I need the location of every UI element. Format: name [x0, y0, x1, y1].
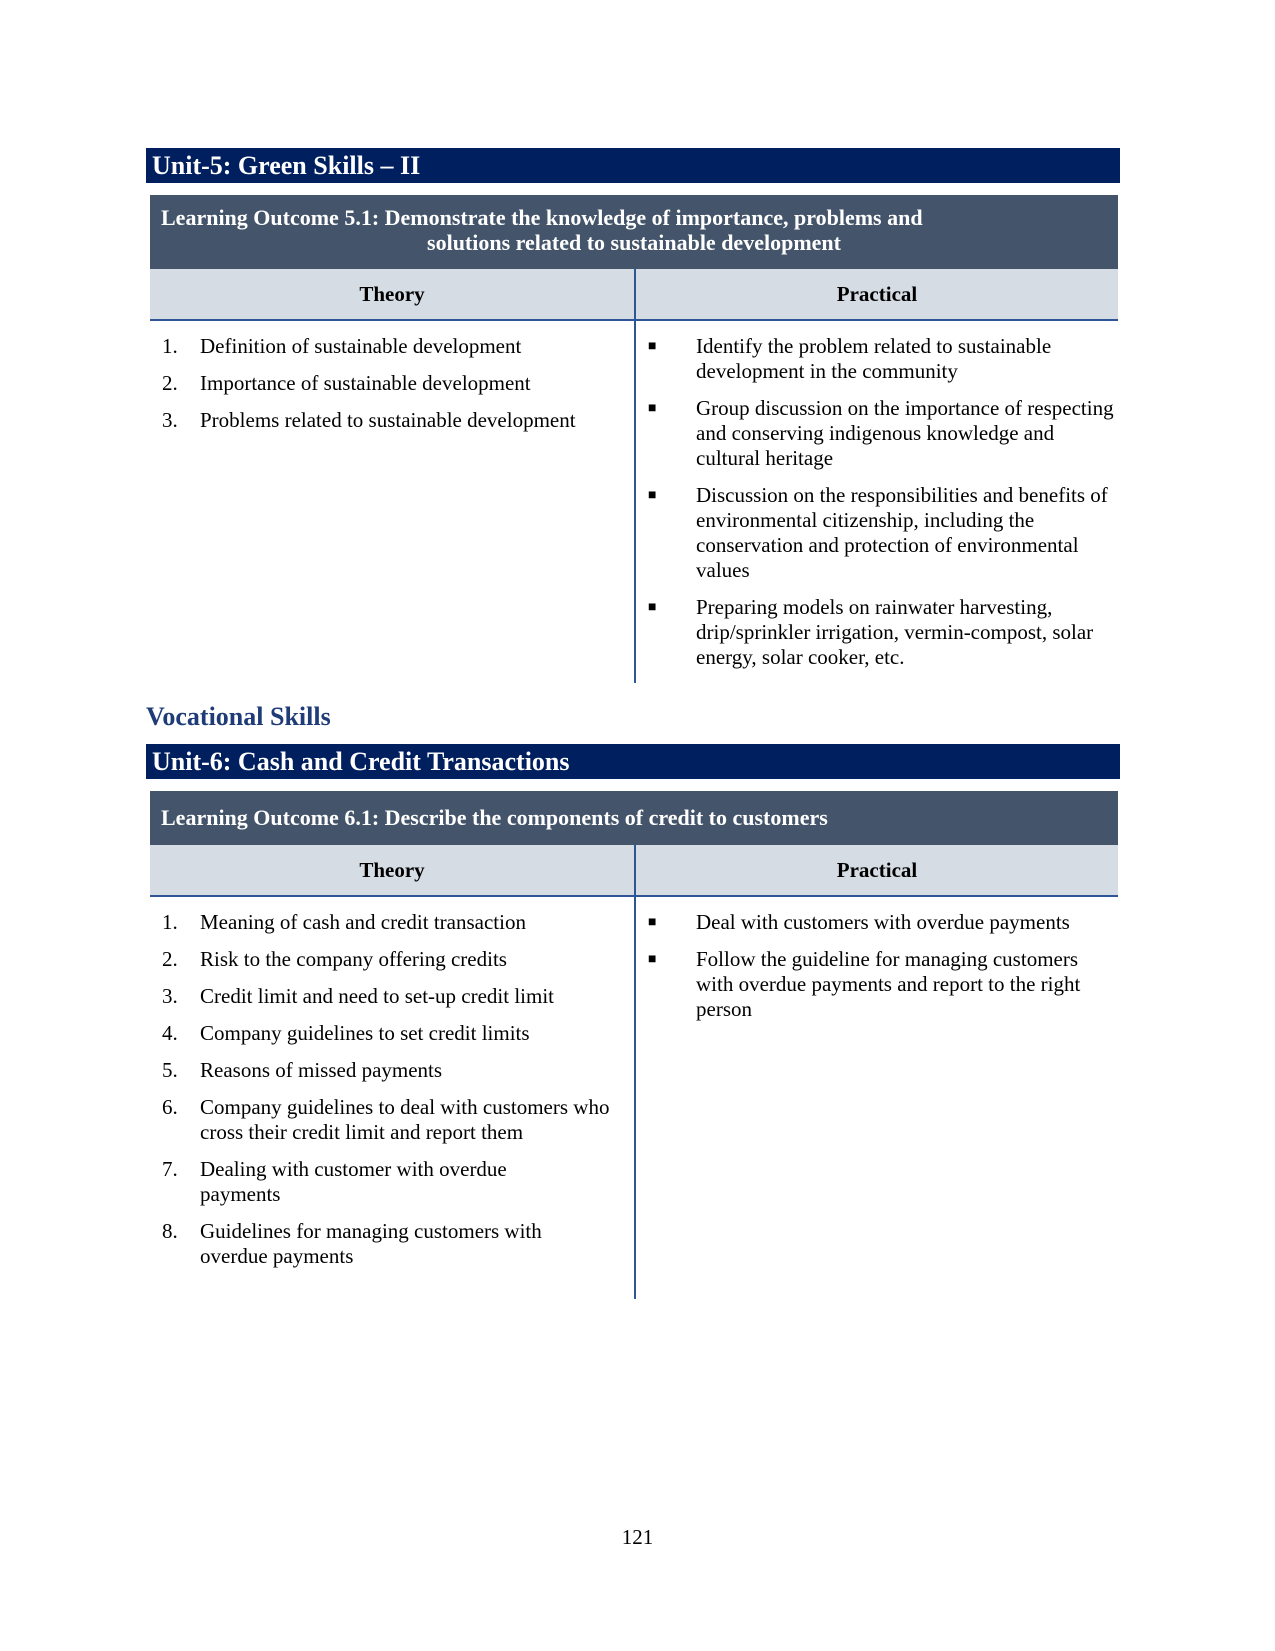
unit6-practical-header: Practical	[836, 858, 918, 882]
unit5-theory-item: 3. Problems related to sustainable development	[162, 408, 576, 432]
unit5-outcome-table	[150, 195, 1118, 683]
unit6-theory-item: 5. Reasons of missed payments	[162, 1058, 443, 1082]
unit5-title: Unit-5: Green Skills – II	[146, 148, 1120, 183]
unit5-body-row	[150, 321, 1118, 683]
unit6-outcome-table	[150, 791, 1118, 1299]
unit6-body-row	[150, 897, 1118, 1299]
unit5-theory-item: 1. Definition of sustainable development	[162, 334, 522, 358]
unit5-theory-cell	[150, 321, 636, 683]
square-bullet-icon: ■	[648, 952, 657, 967]
unit5-practical-cell	[636, 321, 1118, 683]
unit6-theory-item: 6. Company guidelines to deal with customers who cross their credit limit and report them	[162, 1095, 610, 1144]
square-bullet-icon: ■	[648, 401, 657, 416]
vocational-skills-heading: Vocational Skills	[146, 702, 331, 731]
square-bullet-icon: ■	[648, 488, 657, 503]
unit6-theory-item: 8. Guidelines for managing customers with overdue payments	[162, 1219, 542, 1268]
unit5-practical-item: ■ Identify the problem related to sustainable development in the community	[636, 334, 1118, 384]
unit5-practical-item: ■ Group discussion on the importance of respecting and conserving indigenous knowledge and cultural heritage	[636, 396, 1118, 471]
unit6-outcome-header: Learning Outcome 6.1: Describe the components of credit to customers	[150, 791, 1118, 845]
unit5-outcome-line1: Learning Outcome 5.1: Demonstrate the knowledge of importance, problems and	[161, 205, 923, 230]
unit5-outcome-line2: solutions related to sustainable development	[427, 230, 841, 255]
unit6-practical-item: ■ Deal with customers with overdue payments	[636, 910, 1118, 935]
unit5-theory-item: 2. Importance of sustainable development	[162, 371, 531, 395]
square-bullet-icon: ■	[648, 600, 657, 615]
unit6-theory-cell	[150, 897, 636, 1299]
unit6-column-headers	[150, 845, 1118, 897]
unit5-practical-item: ■ Discussion on the responsibilities and benefits of environmental citizenship, including the conservation and protection of environmental values	[636, 483, 1118, 583]
unit5-outcome-header	[150, 195, 1118, 269]
unit6-practical-item: ■ Follow the guideline for managing customers with overdue payments and report to the right person	[636, 947, 1118, 1022]
unit6-theory-item: 2. Risk to the company offering credits	[162, 947, 507, 971]
unit5-theory-header: Theory	[150, 269, 636, 319]
square-bullet-icon: ■	[648, 915, 657, 930]
unit5-practical-item: ■ Preparing models on rainwater harvesting, drip/sprinkler irrigation, vermin-compost, solar energy, solar cooker, etc.	[636, 595, 1118, 670]
unit5-column-headers	[150, 269, 1118, 321]
unit6-theory-item: 7. Dealing with customer with overdue payments	[162, 1157, 507, 1206]
square-bullet-icon: ■	[648, 339, 657, 354]
page-number: 121	[621, 1525, 654, 1549]
unit5-practical-header: Practical	[836, 282, 918, 306]
unit6-theory-item: 1. Meaning of cash and credit transaction	[162, 910, 526, 934]
unit6-title: Unit-6: Cash and Credit Transactions	[146, 744, 1120, 779]
unit6-theory-item: 3. Credit limit and need to set-up credit limit	[162, 984, 555, 1008]
unit6-practical-cell	[636, 897, 1118, 1299]
unit6-theory-item: 4. Company guidelines to set credit limits	[162, 1021, 530, 1045]
unit6-theory-header: Theory	[150, 845, 636, 895]
